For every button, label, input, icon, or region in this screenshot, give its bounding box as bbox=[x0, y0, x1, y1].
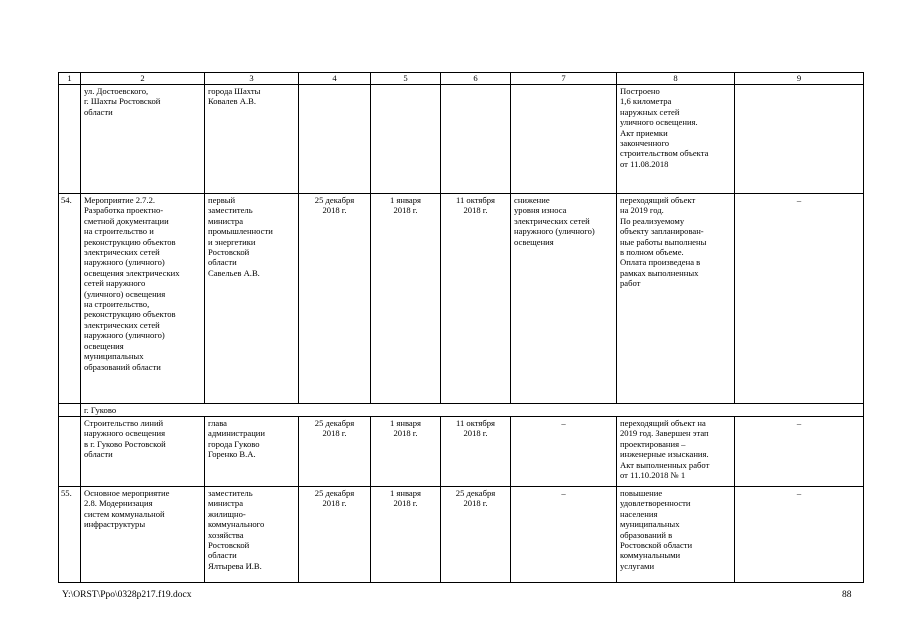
planned-date: 25 декабря 2018 г. bbox=[299, 487, 371, 583]
measure-name: Мероприятие 2.7.2. Разработка проектно- сметной документации на строительство и реконструкцию объектов электрических сетей наружного (уличного) освещения электрических сетей наружного (уличного) освещения на строительство, реконструкцию объектов электрических сетей наружного (уличного) освещения муниципальных образований области bbox=[81, 194, 205, 404]
column-number-2: 2 bbox=[81, 73, 205, 85]
column-number-8: 8 bbox=[617, 73, 735, 85]
column-number-5: 5 bbox=[371, 73, 441, 85]
footer-file-path: Y:\ORST\Ppo\0328p217.f19.docx bbox=[62, 590, 192, 600]
expected-result: – bbox=[511, 487, 617, 583]
subheading-row bbox=[59, 404, 864, 417]
actual-result: Построено 1,6 километра наружных сетей уличного освещения. Акт приемки законченного строительством объекта от 11.08.2018 bbox=[617, 85, 735, 194]
row-number bbox=[59, 417, 81, 487]
column-number-4: 4 bbox=[299, 73, 371, 85]
end-date: 11 октября 2018 г. bbox=[441, 194, 511, 404]
responsible-person: первый заместитель министра промышленности и энергетики Ростовской области Савельев А.В. bbox=[205, 194, 299, 404]
notes: – bbox=[735, 194, 864, 404]
subheading-spacer bbox=[59, 404, 81, 417]
column-number-1: 1 bbox=[59, 73, 81, 85]
planned-date bbox=[299, 85, 371, 194]
table-row bbox=[59, 194, 864, 404]
notes: – bbox=[735, 487, 864, 583]
planned-date: 25 декабря 2018 г. bbox=[299, 194, 371, 404]
expected-result bbox=[511, 85, 617, 194]
actual-result: переходящий объект на 2019 год. По реализуемому объекту запланирован- ные работы выполнены в полном объеме. Оплата произведена в рамках выполненных работ bbox=[617, 194, 735, 404]
row-number: 54. bbox=[59, 194, 81, 404]
column-number-7: 7 bbox=[511, 73, 617, 85]
table-row bbox=[59, 487, 864, 583]
end-date bbox=[441, 85, 511, 194]
responsible-person: глава администрации города Гуково Горенко В.А. bbox=[205, 417, 299, 487]
end-date: 25 декабря 2018 г. bbox=[441, 487, 511, 583]
column-number-6: 6 bbox=[441, 73, 511, 85]
column-number-3: 3 bbox=[205, 73, 299, 85]
table-row bbox=[59, 417, 864, 487]
notes bbox=[735, 85, 864, 194]
measure-name: ул. Достоевского, г. Шахты Ростовской области bbox=[81, 85, 205, 194]
start-date: 1 января 2018 г. bbox=[371, 194, 441, 404]
actual-result: переходящий объект на 2019 год. Завершен этап проектирования – инженерные изыскания. Акт выполненных работ от 11.10.2018 № 1 bbox=[617, 417, 735, 487]
end-date: 11 октября 2018 г. bbox=[441, 417, 511, 487]
start-date: 1 января 2018 г. bbox=[371, 417, 441, 487]
responsible-person: города Шахты Ковалев А.В. bbox=[205, 85, 299, 194]
expected-result: – bbox=[511, 417, 617, 487]
page-number: 88 bbox=[842, 590, 852, 600]
expected-result: снижение уровня износа электрических сетей наружного (уличного) освещения bbox=[511, 194, 617, 404]
column-number-9: 9 bbox=[735, 73, 864, 85]
notes: – bbox=[735, 417, 864, 487]
start-date bbox=[371, 85, 441, 194]
table-row bbox=[59, 85, 864, 194]
start-date: 1 января 2018 г. bbox=[371, 487, 441, 583]
responsible-person: заместитель министра жилищно- коммунального хозяйства Ростовской области Ялтырева И.В. bbox=[205, 487, 299, 583]
header-row bbox=[59, 73, 864, 85]
measure-name: Строительство линий наружного освещения в г. Гуково Ростовской области bbox=[81, 417, 205, 487]
actual-result: повышение удовлетворенности населения муниципальных образований в Ростовской области коммунальными услугами bbox=[617, 487, 735, 583]
planned-date: 25 декабря 2018 г. bbox=[299, 417, 371, 487]
row-number: 55. bbox=[59, 487, 81, 583]
measure-name: Основное мероприятие 2.8. Модернизация систем коммунальной инфраструктуры bbox=[81, 487, 205, 583]
report-table bbox=[58, 72, 864, 583]
subheading-city: г. Гуково bbox=[81, 404, 864, 417]
row-number bbox=[59, 85, 81, 194]
